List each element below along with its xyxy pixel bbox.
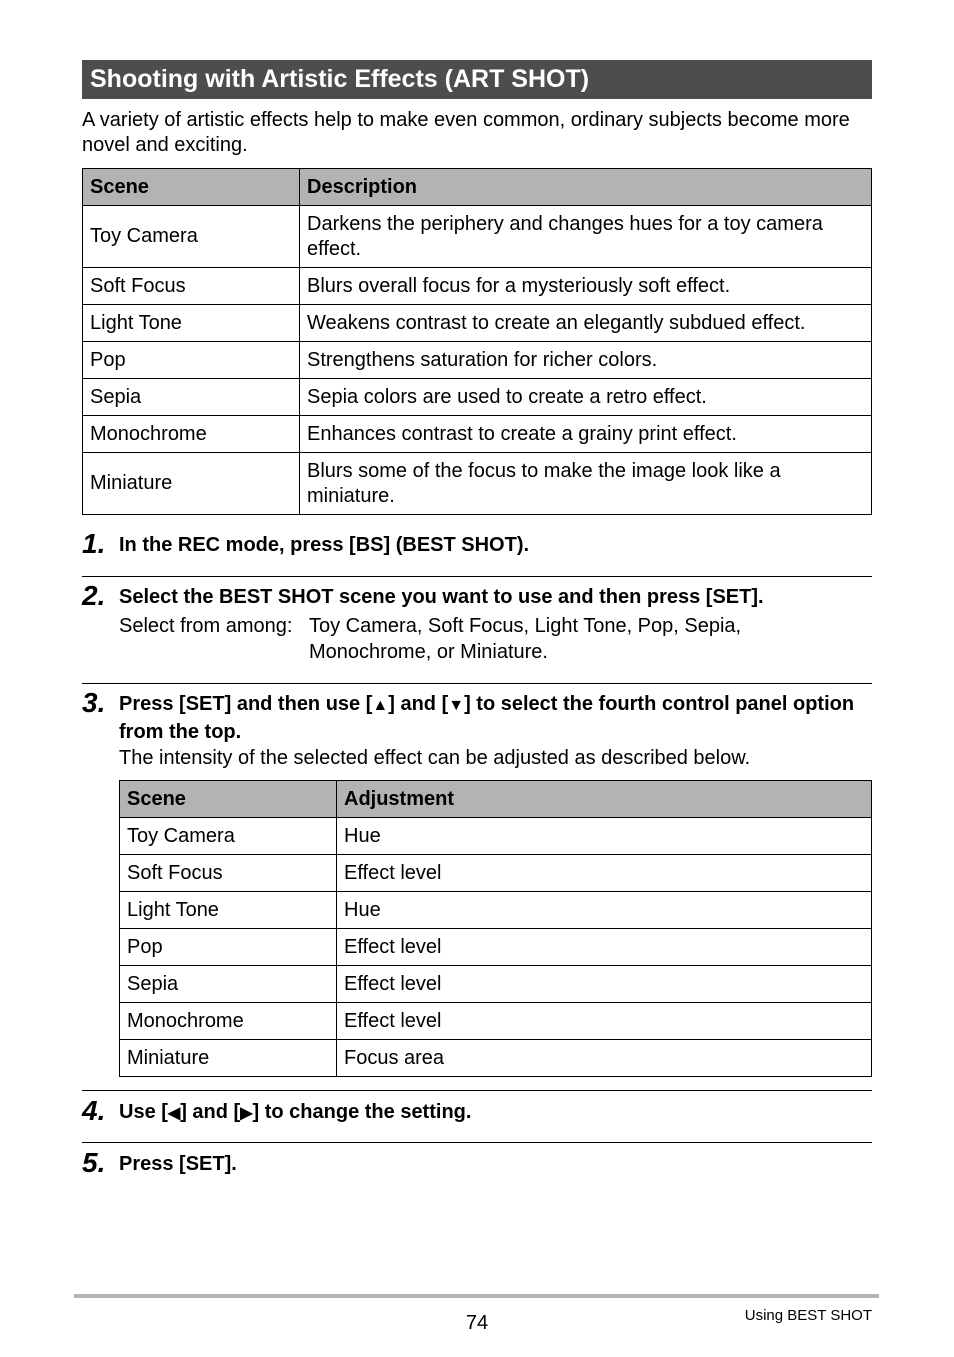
step-number: 1.	[82, 528, 106, 559]
step-text-part: Use [	[119, 1101, 168, 1123]
table-row	[83, 416, 872, 453]
footer-divider	[74, 1294, 879, 1298]
step-number: 4.	[82, 1095, 106, 1126]
page-number: 74	[465, 1312, 489, 1334]
column-header-scene: Scene	[120, 781, 337, 818]
description-cell: Darkens the periphery and changes hues for a toy camera effect.	[300, 206, 872, 268]
step-number: 3.	[82, 687, 106, 718]
scene-cell: Pop	[83, 342, 300, 379]
step-divider	[82, 576, 872, 577]
description-cell: Enhances contrast to create a grainy print effect.	[300, 416, 872, 453]
scene-cell: Monochrome	[83, 416, 300, 453]
step-divider	[82, 1142, 872, 1143]
adjustment-cell: Effect level	[337, 855, 872, 892]
description-cell: Blurs some of the focus to make the image look like a miniature.	[300, 453, 872, 515]
table-header-row	[120, 781, 872, 818]
table-row	[83, 379, 872, 416]
step-number: 5.	[82, 1147, 106, 1178]
table-row	[120, 855, 872, 892]
table-row	[120, 966, 872, 1003]
scene-cell: Sepia	[83, 379, 300, 416]
scene-cell: Light Tone	[83, 305, 300, 342]
table-header-row	[83, 169, 872, 206]
step-text-part: Press [SET] and then use [	[119, 693, 373, 715]
description-cell: Sepia colors are used to create a retro effect.	[300, 379, 872, 416]
column-header-adjustment: Adjustment	[337, 781, 872, 818]
column-header-scene: Scene	[83, 169, 300, 206]
scene-cell: Monochrome	[120, 1003, 337, 1040]
effects-description-table	[82, 168, 872, 515]
section-heading: Shooting with Artistic Effects (ART SHOT)	[82, 60, 872, 99]
step-text: Press [SET].	[119, 1153, 237, 1175]
scene-cell: Pop	[120, 929, 337, 966]
scene-cell: Miniature	[83, 453, 300, 515]
adjustment-cell: Effect level	[337, 966, 872, 1003]
adjustment-cell: Effect level	[337, 1003, 872, 1040]
intro-paragraph: A variety of artistic effects help to make even common, ordinary subjects become more novel and exciting.	[82, 109, 850, 156]
table-row	[120, 929, 872, 966]
left-arrow-icon: ◀	[167, 1105, 181, 1122]
step-text-part: ] to change the setting.	[252, 1101, 472, 1123]
step-text-part: ] and [	[388, 693, 449, 715]
step-text	[119, 1099, 872, 1127]
options-label: Select from among	[119, 615, 287, 637]
scene-cell: Soft Focus	[120, 855, 337, 892]
scene-cell: Toy Camera	[83, 206, 300, 268]
up-arrow-icon: ▲	[372, 697, 389, 714]
table-row	[120, 818, 872, 855]
scene-cell: Sepia	[120, 966, 337, 1003]
scene-cell: Soft Focus	[83, 268, 300, 305]
description-cell: Blurs overall focus for a mysteriously soft effect.	[300, 268, 872, 305]
adjustment-cell: Focus area	[337, 1040, 872, 1077]
description-cell: Strengthens saturation for richer colors.	[300, 342, 872, 379]
footer-section-label: Using BEST SHOT	[744, 1307, 872, 1324]
column-header-description: Description	[300, 169, 872, 206]
options-line-1: Toy Camera, Soft Focus, Light Tone, Pop, Sepia,	[309, 615, 742, 637]
scene-cell: Miniature	[120, 1040, 337, 1077]
options-colon: :	[286, 615, 293, 637]
scene-cell: Toy Camera	[120, 818, 337, 855]
table-row	[83, 342, 872, 379]
right-arrow-icon: ▶	[240, 1105, 253, 1122]
options-line-2: Monochrome, or Miniature.	[309, 641, 548, 663]
adjustment-cell: Hue	[337, 892, 872, 929]
description-cell: Weakens contrast to create an elegantly subdued effect.	[300, 305, 872, 342]
table-row	[83, 453, 872, 515]
effects-adjustment-table	[119, 780, 872, 1077]
down-arrow-icon: ▼	[448, 697, 465, 714]
table-row	[83, 268, 872, 305]
adjustment-cell: Hue	[337, 818, 872, 855]
step-2-options	[119, 613, 742, 663]
scene-cell: Light Tone	[120, 892, 337, 929]
step-text-part: ] and [	[180, 1101, 241, 1123]
adjustment-cell: Effect level	[337, 929, 872, 966]
table-row	[120, 892, 872, 929]
step-text: Select the BEST SHOT scene you want to use and then press [SET].	[119, 586, 764, 608]
table-row	[120, 1040, 872, 1077]
step-text	[119, 691, 872, 745]
step-3-note: The intensity of the selected effect can be adjusted as described below.	[119, 747, 751, 769]
table-row	[83, 206, 872, 268]
table-row	[83, 305, 872, 342]
table-row	[120, 1003, 872, 1040]
step-text: In the REC mode, press [BS] (BEST SHOT).	[119, 534, 530, 556]
step-number: 2.	[82, 580, 106, 611]
step-divider	[82, 1090, 872, 1091]
step-divider	[82, 683, 872, 684]
step-text-part: ] to select the fourth control panel option from the top.	[119, 693, 855, 743]
